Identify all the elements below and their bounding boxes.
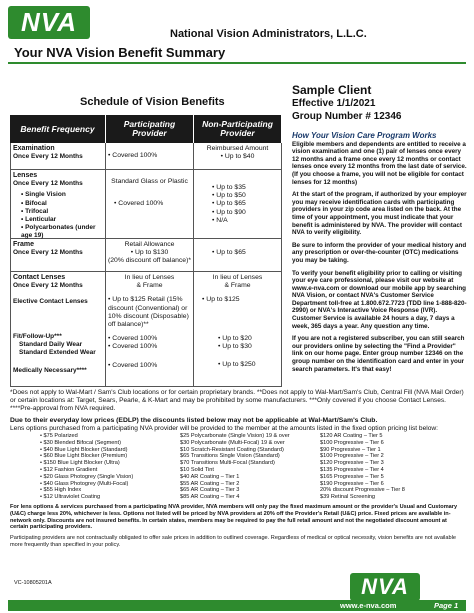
client-info <box>292 84 401 123</box>
table-row-frame: Frame Once Every 12 Months Retail Allowance • Up to $130 (20% discount off balance)* • Up to $65 <box>10 239 282 272</box>
notes <box>10 504 466 553</box>
lens-option-pricing <box>40 433 460 501</box>
table-row-contacts: Contact Lenses Once Every 12 Months Elective Contact Lenses Fit/Follow-Up*** Standard Daily Wear Standard Extended Wear Medically Necessary**** In lieu of Lenses & Frame • Up to $125 Retail (15% discount (Conventional) or 10% discount (Disposable) off balance)** • Covered 100% • Covered 100% • Covered 100% In lieu of Lenses & Frame • Up to $125 • Up to $20 • Up to $30 • Up to $250 <box>10 272 282 387</box>
nva-logo-footer: NVA <box>350 573 420 601</box>
program-info <box>292 132 468 378</box>
pricing-col-2: $25 Polycarbonate (Single Vision) 19 & over $30 Polycarbonate (Multi-Focal) 19 & over $10 Scratch-Resistant Coating (Standard) $65 Transitions Single Vision (Standard) $70 Transitions Multi-Focal (Standard) $10 Solid Tint $40 AR Coating – Tier 1 $55 AR Coating – Tier 2 $65 AR Coating – Tier 3 $85 AR Coating – Tier 4 <box>180 433 290 501</box>
program-para-1: Eligible members and dependents are entitled to receive a vision examination and one (1) pair of lenses once every 12 months and a frame once every 12 months or contact lenses once every 12 months from the last date of service. (If you choose a frame, you will not be eligible for contact lenses for 12 months) <box>292 140 467 186</box>
pricing-col-1: • $75 Polarized • $30 Blended Bifocal (Segment) • $40 Blue Light Blocker (Standard) • $60 Blue Light Blocker (Premium) • $150 Blue Light Blocker (Ultra) • $12 Fashion Gradient • $20 Glass Photogrey (Single Vision) • $40 Glass Photogrey (Multi-Focal) • $55 High Index • $12 Ultraviolet Coating <box>40 433 180 501</box>
page-number: Page 1 <box>434 601 459 610</box>
pricing-col-3: $120 AR Coating – Tier 5 $100 Progressive – Tier 6 $90 Progressive – Tier 1 $100 Progressive – Tier 2 $120 Progressive – Tier 3 $135 Progressive – Tier 4 $165 Progressive – Tier 5 $190 Progressive – Tier 6 20% discount Progressive – Tier 8 $39 Retinal Screening <box>320 433 405 501</box>
summary-title: Your NVA Vision Benefit Summary <box>14 45 226 60</box>
program-para-4: To verify your benefit eligibility prior to calling or visiting your eye care professional, please visit our website at www.e-nva.com or download our mobile app by searching NVA Vision, or contact NVA's Customer Service Department toll-free at 1.800.672.7723 (TDD line 1-888-820-2990) or NVA's Interactive Voice Response (IVR). Customer Service is available 24 hours a day, 7 days a week, 365 days a year. Any question any time. <box>292 269 467 330</box>
program-para-5: If you are not a registered subscriber, you can still search our providers online by selecting the "Find a Provider" link on our home page. Enter group number 12346 on the group number on the identification card and enter in your search parameters. It's that easy! <box>292 335 465 373</box>
benefits-table <box>10 115 282 387</box>
effective-date: Effective 1/1/2021 <box>292 98 376 109</box>
footer-bar <box>8 600 466 611</box>
program-para-2: At the start of the program, if authorized by your employer you may receive identification cards with participating providers in your zip code area listed on the back. At the time of your appointment, you must indicate that your benefit is administered by NVA. The provider will contact NVA to verify eligibility. <box>292 191 467 237</box>
table-row-exam: Examination Once Every 12 Months • Covered 100% Reimbursed Amount • Up to $40 <box>10 143 282 170</box>
program-heading: How Your Vision Care Program Works <box>292 131 437 140</box>
website-link[interactable]: www.e-nva.com <box>340 601 397 610</box>
document-code: VC-10805201A <box>14 580 52 586</box>
footnote-edlp: Due to their everyday low prices (EDLP) the discounts listed below may not be applicable at Wal-Mart/Sam's Club. <box>10 417 378 424</box>
program-para-3: Be sure to inform the provider of your medical history and any prescription or over-the-counter (OTC) medications you may be taking. <box>292 241 467 264</box>
note-pricing: For lens options & services purchased from a participating NVA provider, NVA members will only pay the fixed maximum amount or the provider's Usual and Customary (U&C) charge less 20%, whichever is less. Options not listed will be priced by NVA providers at 20% off the Provider's Retail (U&C) price. Fixed prices are available in-network only. Discounts are not insured benefits. In certain states, members may be required to pay the full retail amount and not the negotiated discount amount at certain participating providers. <box>10 504 458 531</box>
header-nonparticipating: Non-Participating Provider <box>194 115 282 143</box>
nva-logo: NVA <box>8 6 90 39</box>
header-divider <box>8 62 466 64</box>
header-frequency: Benefit Frequency <box>10 115 106 143</box>
schedule-title: Schedule of Vision Benefits <box>80 96 225 108</box>
table-header <box>10 115 282 143</box>
table-row-lenses: Lenses Once Every 12 Months • Single Vision • Bifocal • Trifocal • Lenticular • Polycarbonates (under age 19) Standard Glass or Plastic • Covered 100% • Up to $35 • Up to $50 • Up to $65 • Up to $90 • N/A <box>10 170 282 239</box>
group-number: Group Number # 12346 <box>292 111 402 122</box>
client-name: Sample Client <box>292 83 372 97</box>
footnotes <box>10 389 466 433</box>
footnote-lens-options: Lens options purchased from a participating NVA provider will be provided to the member at the amounts listed in the fixed option pricing list below: <box>10 425 438 432</box>
note-providers: Participating providers are not contractually obligated to offer sale prices in addition to outlined coverage. Regardless of medical or optical necessity, vision benefits are not available more frequently than specified in your policy. <box>10 535 456 548</box>
footnote-1: *Does not apply to Wal-Mart / Sam's Club locations or for certain proprietary brands. **Does not apply to Wal-Mart/Sam's Club, Central Fill (NVA Mail Order) or certain locations at: Target, Sears, Pearle, & K-Mart and may be prohibited by some manufacturers. ***Only covered if you choose Contact Lenses. ****Pre-approval from NVA required. <box>10 389 464 412</box>
company-name: National Vision Administrators, L.L.C. <box>170 28 367 40</box>
header-participating: Participating Provider <box>106 115 194 143</box>
